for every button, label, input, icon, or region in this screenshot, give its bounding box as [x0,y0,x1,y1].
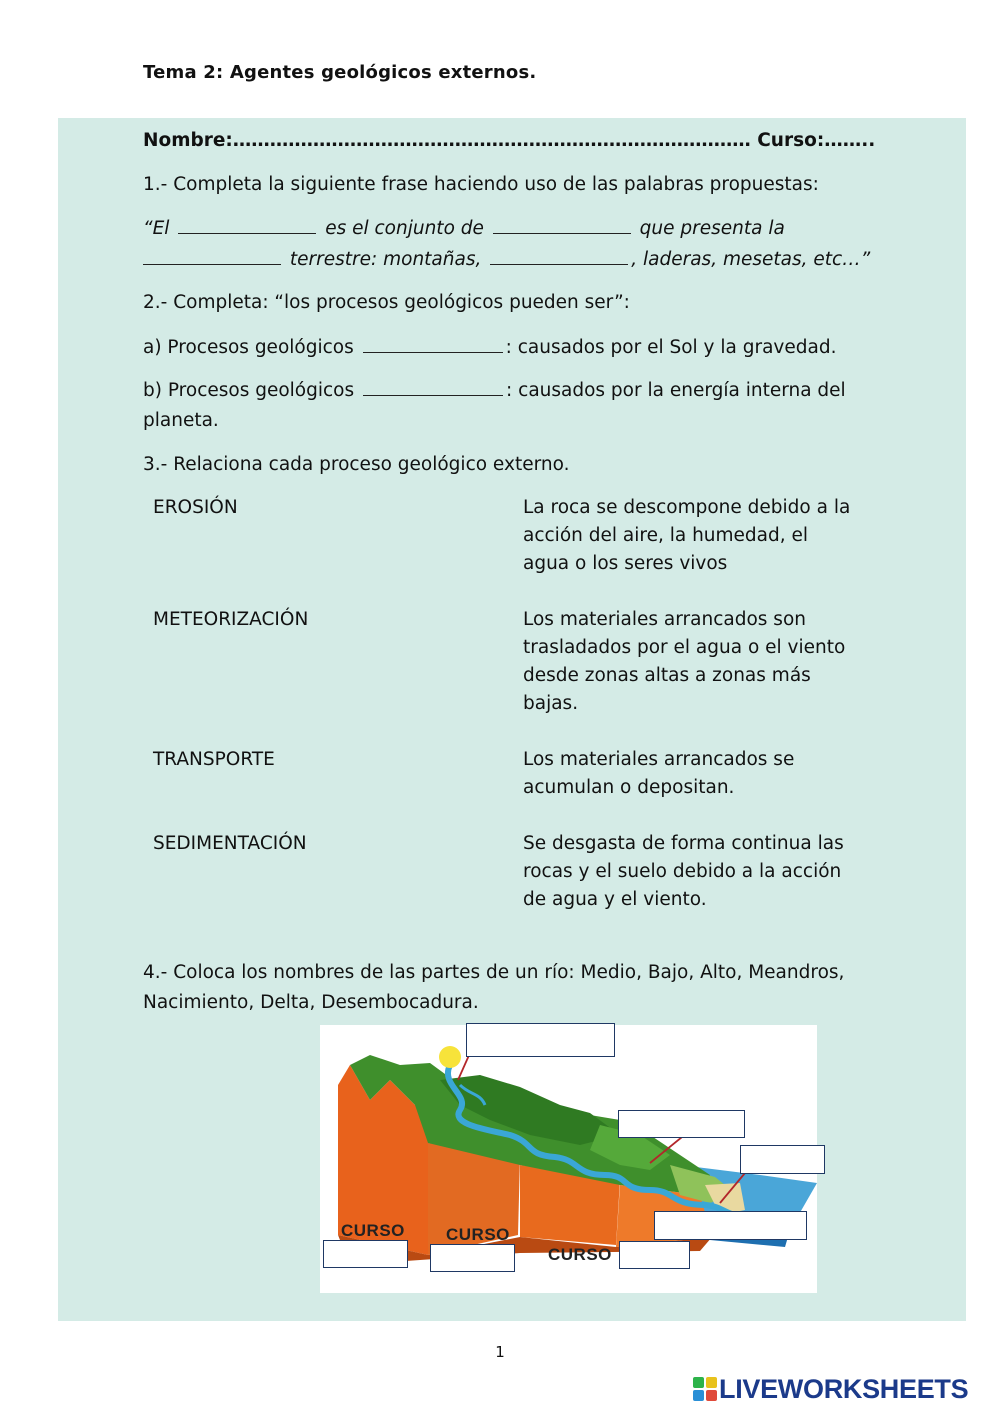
q1-seg2: es el conjunto de [325,218,484,239]
q3-definition-2[interactable]: Los materiales arrancados son trasladados por el agua o el viento desde zonas altas a zonas más bajas. [523,609,846,714]
q2-blank-b[interactable] [363,375,503,396]
brand-name: LIVEWORKSHEETS [719,1373,969,1404]
q1-seg4: terrestre: montañas, [289,249,482,270]
q2-blank-a[interactable] [363,332,503,353]
q1-sentence-line2 [143,244,870,275]
q3-definition-4[interactable]: Se desgasta de forma continua las rocas y el suelo debido a la acción de agua y el viento. [523,833,844,910]
q2-item-b-cont: planeta. [143,410,219,431]
q1-blank-1[interactable] [178,213,316,234]
worksheet-title: Tema 2: Agentes geológicos externos. [143,62,537,83]
q2-item-b [143,375,846,406]
answer-box-desembocadura[interactable] [654,1211,807,1240]
q1-seg5: , laderas, mesetas, etc…” [631,249,871,270]
q2-a-label: a) Procesos geológicos [143,337,354,358]
q4-prompt-line2: Nacimiento, Delta, Desembocadura. [143,992,479,1013]
answer-box-meandros[interactable] [618,1110,745,1138]
q1-prompt: 1.- Completa la siguiente frase haciendo uso de las palabras propuestas: [143,174,819,195]
q2-b-text: : causados por la energía interna del [506,380,846,401]
q2-prompt: 2.- Completa: “los procesos geológicos pueden ser”: [143,292,630,313]
curso-label-bajo: CURSO [548,1245,612,1264]
curso-label-alto: CURSO [341,1221,405,1240]
q2-item-a [143,332,836,363]
q3-term-meteorizacion[interactable]: METEORIZACIÓN [153,609,309,630]
q2-b-label: b) Procesos geológicos [143,380,355,401]
liveworksheets-logo [693,1373,968,1405]
answer-box-nacimiento[interactable] [466,1023,615,1057]
q1-seg1: “El [143,218,170,239]
answer-box-delta[interactable] [740,1145,825,1174]
q4-prompt-line1: 4.- Coloca los nombres de las partes de un río: Medio, Bajo, Alto, Meandros, [143,962,845,983]
q1-seg3: que presenta la [639,218,785,239]
answer-box-curso-medio[interactable] [430,1244,515,1272]
answer-box-curso-bajo[interactable] [619,1241,690,1269]
q1-blank-2[interactable] [493,213,631,234]
q3-term-sedimentacion[interactable]: SEDIMENTACIÓN [153,833,307,854]
q3-definition-1[interactable]: La roca se descompone debido a la acción del aire, la humedad, el agua o los seres vivos [523,497,851,574]
curso-label-medio: CURSO [446,1225,510,1244]
river-diagram [320,1025,817,1293]
q2-a-text: : causados por el Sol y la gravedad. [505,337,837,358]
page-number: 1 [495,1343,505,1361]
q3-term-erosion[interactable]: EROSIÓN [153,497,238,518]
q3-prompt: 3.- Relaciona cada proceso geológico externo. [143,454,570,475]
liveworksheets-icon [693,1377,717,1401]
q1-blank-3[interactable] [143,244,281,265]
q3-term-transporte[interactable]: TRANSPORTE [153,749,275,770]
q1-blank-4[interactable] [490,244,628,265]
q3-definition-3[interactable]: Los materiales arrancados se acumulan o depositan. [523,749,795,798]
q1-sentence-line1 [143,213,785,244]
answer-box-curso-alto[interactable] [323,1240,408,1268]
nombre-curso-line: Nombre:………………………………………………………………………… Curso:…….. [143,130,876,151]
